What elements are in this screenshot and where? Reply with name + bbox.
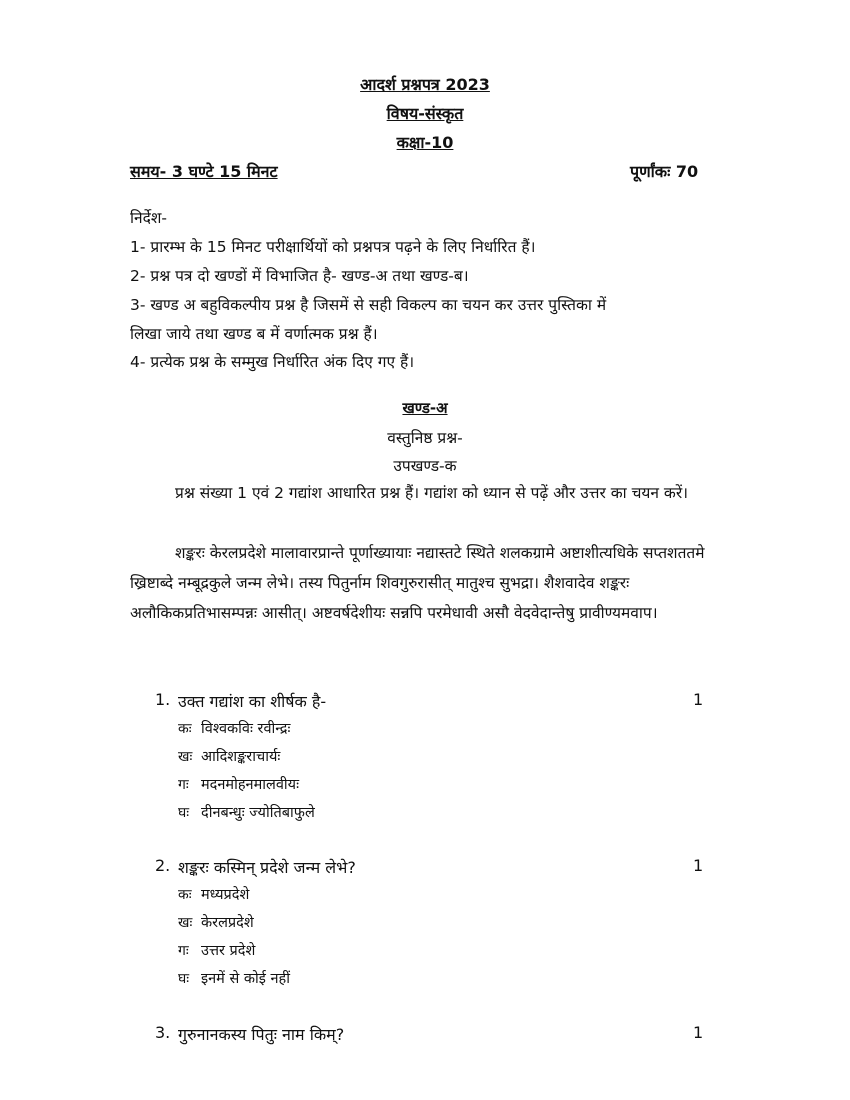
passage-intro: प्रश्न संख्या 1 एवं 2 गद्यांश आधारित प्रश्न हैं। गद्यांश को ध्यान से पढ़ें और उत्तर का चयन करें। xyxy=(175,484,689,502)
subject-heading: विषय-संस्कृत xyxy=(386,104,464,123)
option-text: आदिशङ्कराचार्यः xyxy=(201,749,281,765)
instructions-heading: निर्देश- xyxy=(130,209,167,227)
passage-text: शङ्करः केरलप्रदेशे मालावारप्रान्ते पूर्णाख्यायाः नद्यास्तटे स्थिते शलकग्रामे अष्टाशीत्यधिके सप्तशततमे ख्रिष्टाब्दे नम्बूद्रकुले जन्म लेभे। तस्य पितुर्नाम शिवगुरुरासीत् मातुश्च सुभद्रा। शैशवादेव शङ्करः अलौकिकप्रतिभासम्पन्नः आसीत्। अष्टवर्षदेशीयः सन्नपि परमेधावी असौ वेदवेदान्तेषु प्रावीण्यमवाप। xyxy=(130,544,705,622)
question-number: 3. xyxy=(155,1023,171,1042)
question-text: गुरुनानकस्य पितुः नाम किम्? xyxy=(178,1025,345,1044)
option-text: मदनमोहनमालवीयः xyxy=(201,777,300,793)
option-text: मध्यप्रदेशे xyxy=(201,887,250,903)
instruction-item: 2- प्रश्न पत्र दो खण्डों में विभाजित है- खण्ड-अ तथा खण्ड-ब। xyxy=(130,267,469,285)
class-heading: कक्षा-10 xyxy=(396,133,454,152)
section-title: खण्ड-अ xyxy=(402,399,448,417)
question-number: 1. xyxy=(155,690,171,709)
option-text: विश्वकविः रवीन्द्रः xyxy=(201,721,291,737)
option-text: केरलप्रदेशे xyxy=(201,915,254,931)
question-number: 2. xyxy=(155,856,171,875)
paper-title: आदर्श प्रश्नपत्र 2023 xyxy=(360,75,490,94)
instruction-item: 1- प्रारम्भ के 15 मिनट परीक्षार्थियों को प्रश्नपत्र पढ़ने के लिए निर्धारित हैं। xyxy=(130,238,536,256)
instruction-item: 3- खण्ड अ बहुविकल्पीय प्रश्न है जिसमें से सही विकल्प का चयन कर उत्तर पुस्तिका में xyxy=(130,296,607,314)
subsection-title: उपखण्ड-क xyxy=(393,457,457,475)
option-key: घः xyxy=(178,805,190,821)
option-key: कः xyxy=(178,721,192,737)
option-key: गः xyxy=(178,777,189,793)
question-text: उक्त गद्यांश का शीर्षक है- xyxy=(178,692,327,711)
option-text: उत्तर प्रदेशे xyxy=(201,943,256,959)
question-marks: 1 xyxy=(693,1023,704,1042)
instruction-item: लिखा जाये तथा खण्ड ब में वर्णात्मक प्रश्न हैं। xyxy=(130,325,378,343)
option-key: खः xyxy=(178,749,193,765)
question-text: शङ्करः कस्मिन् प्रदेशे जन्म लेभे? xyxy=(178,858,356,877)
question-marks: 1 xyxy=(693,690,704,709)
question-marks: 1 xyxy=(693,856,704,875)
section-subtitle: वस्तुनिष्ठ प्रश्न- xyxy=(387,429,463,447)
option-key: घः xyxy=(178,971,190,987)
option-text: दीनबन्धुः ज्योतिबाफुले xyxy=(201,805,315,821)
option-key: खः xyxy=(178,915,193,931)
option-key: गः xyxy=(178,943,189,959)
option-text: इनमें से कोई नहीं xyxy=(201,971,290,987)
instruction-item: 4- प्रत्येक प्रश्न के सम्मुख निर्धारित अंक दिए गए हैं। xyxy=(130,353,415,371)
time-allowed: समय- 3 घण्टे 15 मिनट xyxy=(130,162,278,181)
option-key: कः xyxy=(178,887,192,903)
total-marks: पूर्णांकः 70 xyxy=(630,162,699,181)
